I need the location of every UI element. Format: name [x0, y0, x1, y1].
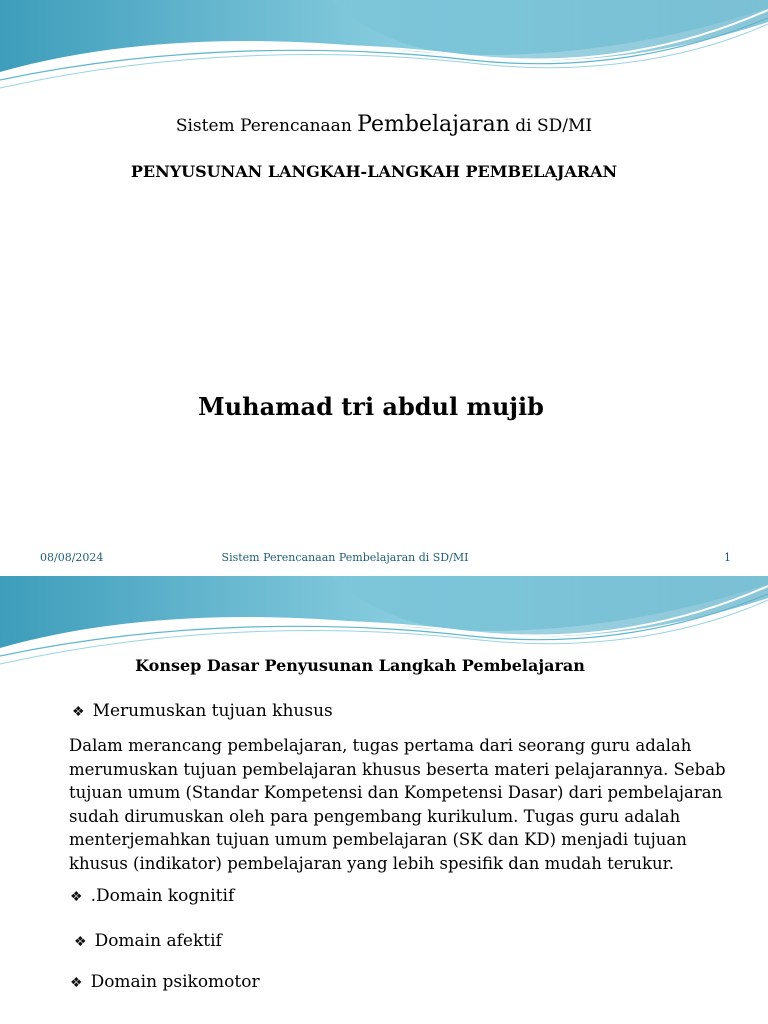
footer-title: Sistem Perencanaan Pembelajaran di SD/MI: [221, 551, 469, 564]
bullet-item: [74, 931, 222, 951]
footer-date: 08/08/2024: [40, 551, 104, 564]
presentation-title: PENYUSUNAN LANGKAH-LANGKAH PEMBELAJARAN: [130, 162, 618, 181]
bullet-text: Merumuskan tujuan khusus: [92, 701, 333, 721]
wave-decoration: [0, 0, 768, 90]
bullet-item: [70, 972, 260, 992]
bullet-item: [70, 886, 234, 906]
wave-decoration: [0, 576, 768, 666]
course-subtitle: [0, 112, 768, 137]
bullet-text: .Domain kognitif: [90, 886, 235, 906]
subtitle-prefix: Sistem Perencanaan: [175, 116, 358, 136]
slide-heading: Konsep Dasar Penyusunan Langkah Pembelajaran: [135, 656, 585, 675]
diamond-bullet-icon: ❖: [70, 889, 83, 905]
diamond-bullet-icon: ❖: [72, 704, 85, 720]
bullet-text: Domain afektif: [94, 931, 222, 951]
footer-page-number: 1: [724, 551, 731, 564]
author-name: Muhamad tri abdul mujib: [198, 392, 544, 421]
slide-2: [0, 576, 768, 1024]
bullet-text: Domain psikomotor: [90, 972, 260, 992]
subtitle-suffix: di SD/MI: [509, 116, 593, 136]
body-paragraph: Dalam merancang pembelajaran, tugas pertama dari seorang guru adalah merumuskan tujuan pembelajaran khusus beserta materi pelajarannya. Sebab tujuan umum (Standar Kompetensi dan Kompetensi Dasar) dari pembelajaran sudah dirumuskan oleh para pengembang kurikulum. Tugas guru adalah menterjemahkan tujuan umum pembelajaran (SK dan KD) menjadi tujuan khusus (indikator) pembelajaran yang lebih spesifik dan mudah terukur.: [69, 736, 726, 873]
bullet-item: [72, 701, 333, 721]
subtitle-emphasis: Pembelajaran: [357, 112, 510, 137]
diamond-bullet-icon: ❖: [70, 975, 83, 991]
diamond-bullet-icon: ❖: [74, 934, 87, 950]
